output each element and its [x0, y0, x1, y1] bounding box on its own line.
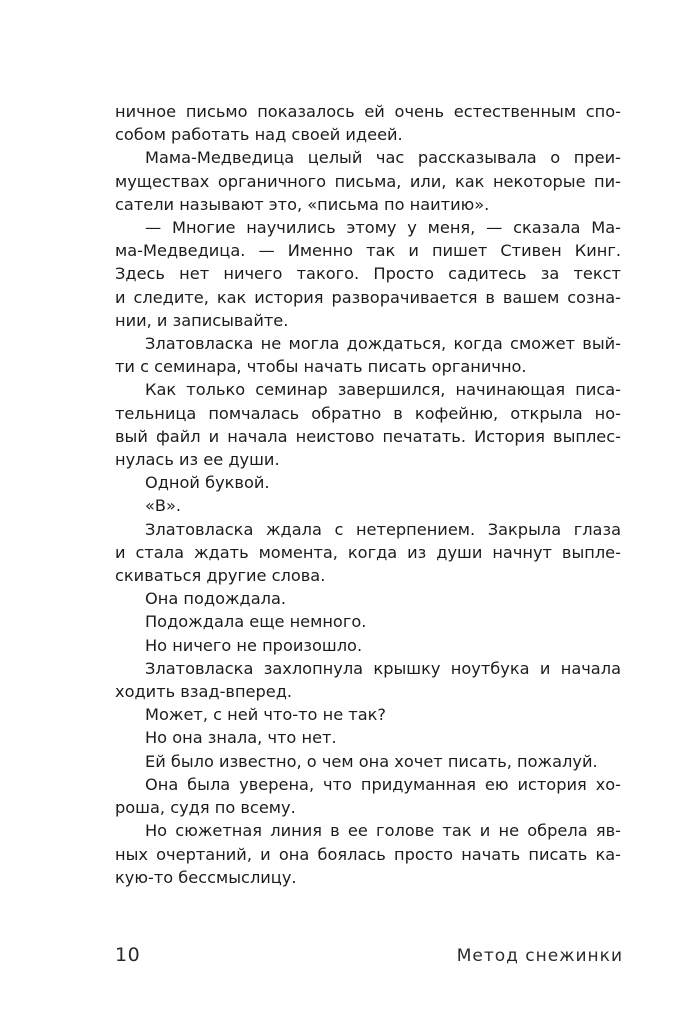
text-line: сатели называют это, «письма по наитию». — [115, 194, 490, 214]
running-title: Метод снежинки — [456, 946, 623, 966]
text-line: роша, судя по всему. — [115, 798, 296, 818]
text-line: Она подождала. — [145, 589, 287, 609]
text-line: Златовласка захлопнула крышку ноутбука и начала — [145, 658, 621, 678]
text-line: нулась из ее души. — [115, 450, 280, 470]
text-line: Но ничего не произошло. — [145, 635, 363, 655]
text-line: ма-Медведица. — Именно так и пишет Стивен Кинг. — [115, 241, 621, 261]
text-line: Здесь нет ничего такого. Просто садитесь за текст — [115, 264, 621, 284]
text-line: Ей было известно, о чем она хочет писать, пожалуй. — [145, 751, 598, 771]
text-line: ходить взад-вперед. — [115, 682, 293, 702]
text-line: скиваться другие слова. — [115, 566, 326, 586]
text-line: Но она знала, что нет. — [145, 728, 337, 748]
text-line: Одной буквой. — [145, 473, 270, 493]
page-number: 10 — [115, 944, 141, 966]
text-line: кую-то бессмыслицу. — [115, 867, 297, 887]
text-line: Но сюжетная линия в ее голове так и не обрела яв- — [145, 821, 621, 841]
text-line: Златовласка ждала с нетерпением. Закрыла глаза — [145, 519, 621, 539]
text-line: собом работать над своей идеей. — [115, 125, 403, 145]
text-line: вый файл и начала неистово печатать. История выплес- — [115, 426, 621, 446]
text-line: «В». — [145, 496, 182, 516]
text-line: ти с семинара, чтобы начать писать органично. — [115, 357, 527, 377]
text-line: муществах органичного письма, или, как некоторые пи- — [115, 171, 621, 191]
text-line: — Многие научились этому у меня, — сказала Ма- — [145, 218, 621, 238]
text-line: Подождала еще немного. — [145, 612, 367, 632]
text-line: Может, с ней что-то не так? — [145, 705, 387, 725]
text-line: Златовласка не могла дождаться, когда сможет вый- — [145, 334, 621, 354]
text-line: тельница помчалась обратно в кофейню, открыла но- — [115, 403, 621, 423]
text-line: Она была уверена, что придуманная ею история хо- — [145, 774, 621, 794]
text-line: и следите, как история разворачивается в вашем созна- — [115, 287, 621, 307]
body-text — [115, 100, 621, 889]
text-line: нии, и записывайте. — [115, 310, 289, 330]
text-line: и стала ждать момента, когда из души начнут выпле- — [115, 542, 621, 562]
text-line: ничное письмо показалось ей очень естественным спо- — [115, 102, 621, 121]
text-line: Как только семинар завершился, начинающая писа- — [145, 380, 621, 400]
text-line: ных очертаний, и она боялась просто начать писать ка- — [115, 844, 621, 864]
text-line: Мама-Медведица целый час рассказывала о преи- — [145, 148, 621, 168]
